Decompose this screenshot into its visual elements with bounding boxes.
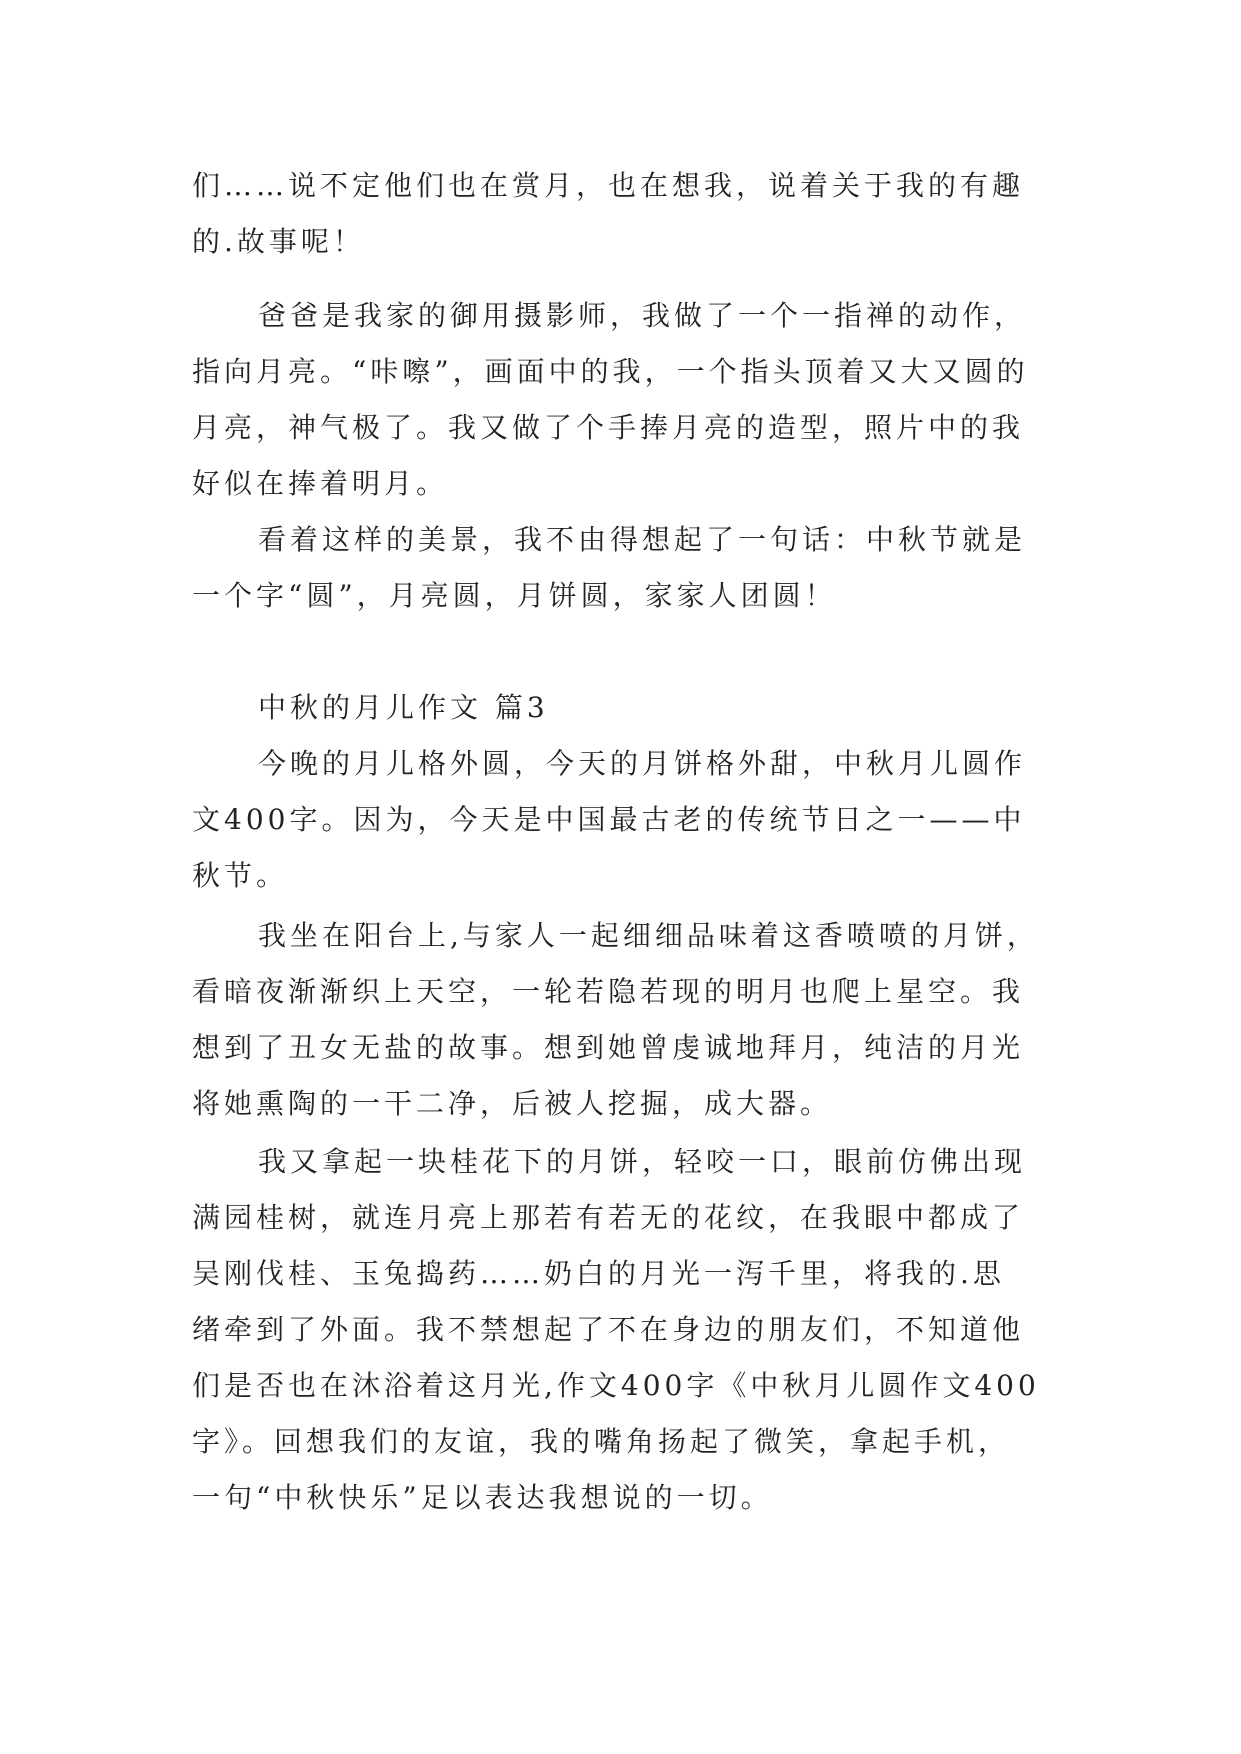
paragraph-start: 我坐在阳台上,与家人一起细细品味着这香喷喷的月饼， (258, 919, 1039, 952)
text-line: 秋节。 (192, 859, 289, 892)
text-line: 将她熏陶的一干二净，后被人挖掘，成大器。 (192, 1087, 833, 1120)
section-heading: 中秋的月儿作文 篇3 (258, 691, 549, 724)
paragraph-start: 看着这样的美景，我不由得想起了一句话：中秋节就是 (258, 523, 1027, 556)
text-line: 好似在捧着明月。 (192, 467, 449, 500)
paragraph-start: 爸爸是我家的御用摄影师，我做了一个一指禅的动作， (258, 299, 1027, 332)
text-line: 们……说不定他们也在赏月，也在想我，说着关于我的有趣 (192, 169, 1025, 202)
text-line: 文400字。因为，今天是中国最古老的传统节日之一——中 (192, 803, 1026, 836)
text-line: 月亮，神气极了。我又做了个手捧月亮的造型，照片中的我 (192, 411, 1025, 444)
paragraph-start: 我又拿起一块桂花下的月饼，轻咬一口，眼前仿佛出现 (258, 1145, 1027, 1178)
text-line: 吴刚伐桂、玉兔捣药……奶白的月光一泻千里，将我的.思 (192, 1257, 1005, 1290)
text-line: 指向月亮。“咔嚓”，画面中的我，一个指头顶着又大又圆的 (192, 355, 1029, 388)
text-line: 看暗夜渐渐织上天空，一轮若隐若现的明月也爬上星空。我 (192, 975, 1025, 1008)
text-line: 满园桂树，就连月亮上那若有若无的花纹，在我眼中都成了 (192, 1201, 1025, 1234)
text-line: 的.故事呢！ (192, 225, 365, 258)
text-line: 字》。回想我们的友谊，我的嘴角扬起了微笑，拿起手机， (192, 1425, 1011, 1458)
text-line: 想到了丑女无盐的故事。想到她曾虔诚地拜月，纯洁的月光 (192, 1031, 1025, 1064)
text-line: 绪牵到了外面。我不禁想起了不在身边的朋友们，不知道他 (192, 1313, 1025, 1346)
text-line: 一个字“圆”，月亮圆，月饼圆，家家人团圆！ (192, 579, 837, 612)
paragraph-start: 今晚的月儿格外圆，今天的月饼格外甜，中秋月儿圆作 (258, 747, 1027, 780)
text-line: 一句“中秋快乐”足以表达我想说的一切。 (192, 1481, 773, 1514)
text-line: 们是否也在沐浴着这月光,作文400字《中秋月儿圆作文400 (192, 1369, 1040, 1402)
